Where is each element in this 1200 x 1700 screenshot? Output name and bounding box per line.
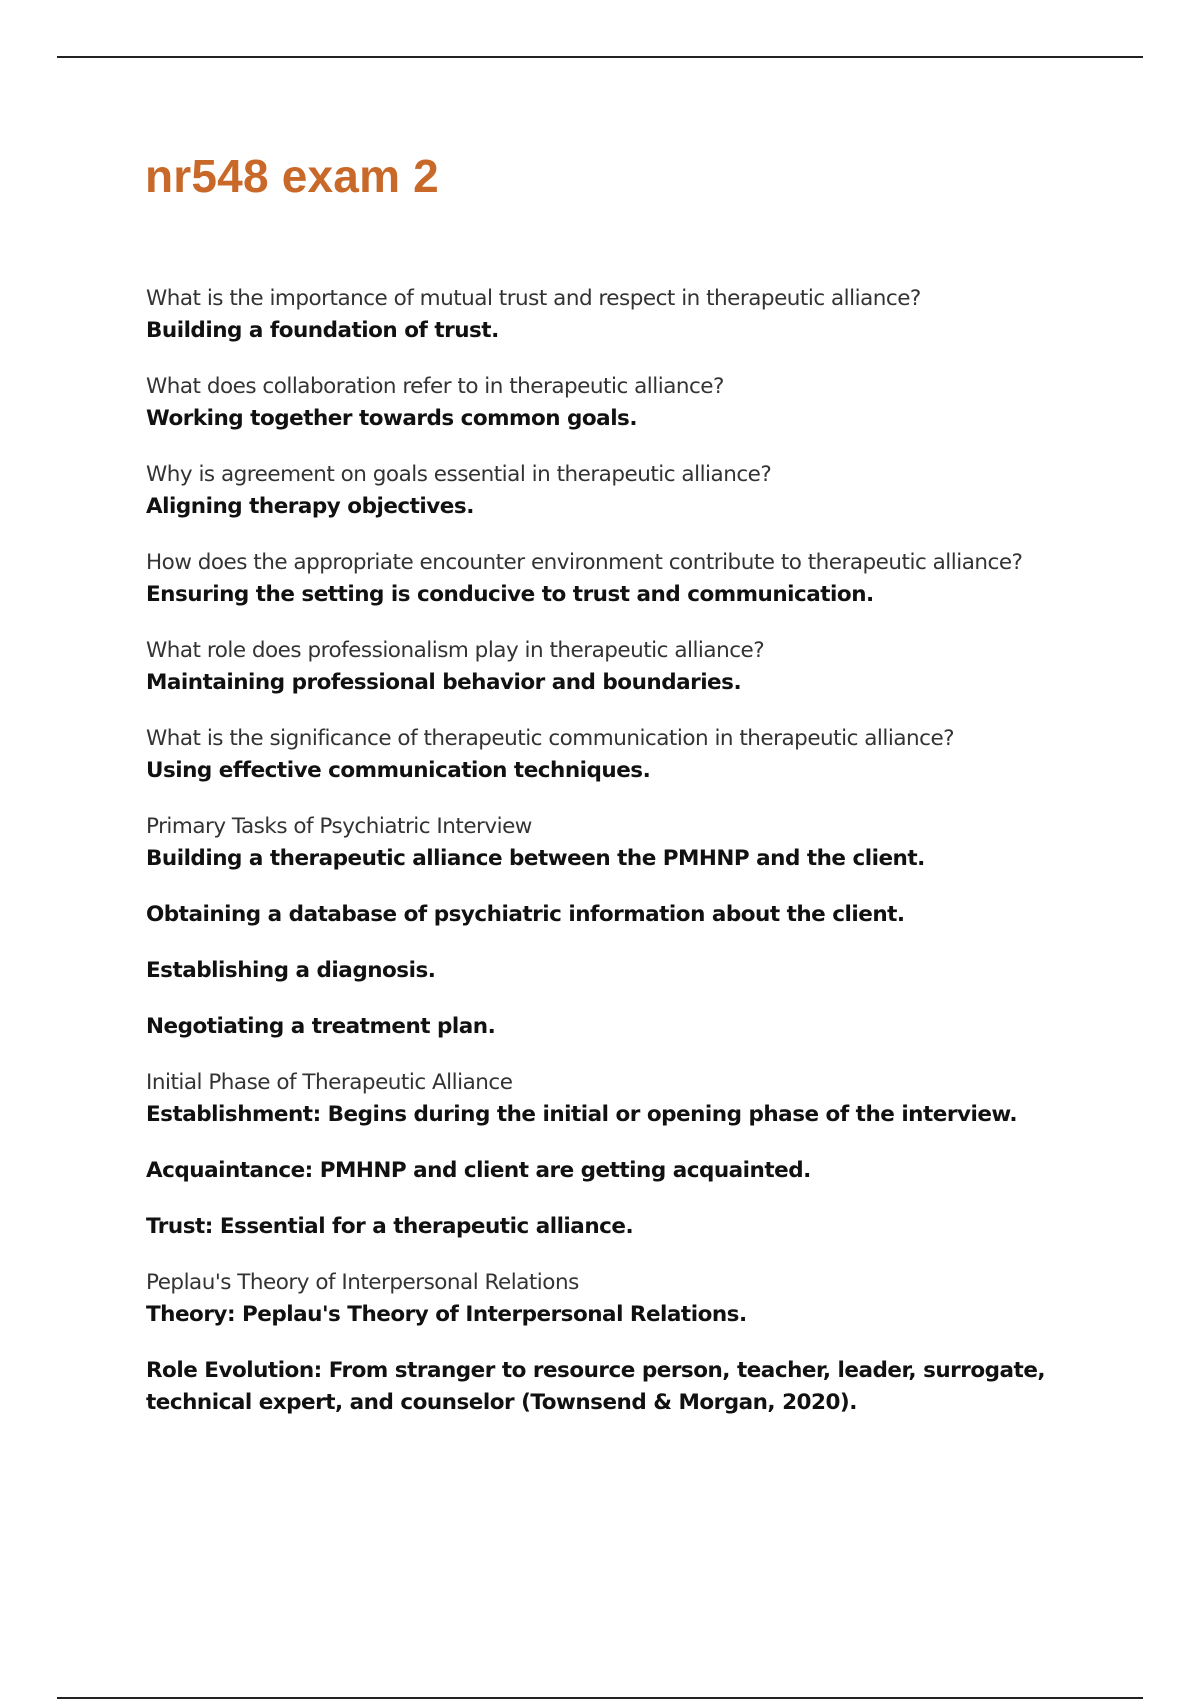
- flashcard-answer: Establishing a diagnosis.: [146, 958, 436, 983]
- flashcard: [146, 635, 1096, 699]
- flashcard: [146, 459, 1096, 523]
- flashcard-question: What is the importance of mutual trust and respect in therapeutic alliance?: [146, 286, 921, 311]
- flashcard: [146, 547, 1096, 611]
- top-divider: [57, 56, 1143, 58]
- flashcard: [146, 723, 1096, 787]
- flashcard-answer: Aligning therapy objectives.: [146, 494, 474, 519]
- flashcard-answer: Establishment: Begins during the initial or opening phase of the interview.: [146, 1102, 1018, 1127]
- flashcard-question: Initial Phase of Therapeutic Alliance: [146, 1070, 513, 1095]
- flashcard-question: Primary Tasks of Psychiatric Interview: [146, 814, 532, 839]
- bottom-divider: [57, 1697, 1143, 1699]
- document-title: nr548 exam 2: [145, 150, 439, 202]
- flashcard-answer: Working together towards common goals.: [146, 406, 638, 431]
- flashcard: [146, 1267, 1096, 1419]
- flashcard-answer: Using effective communication techniques.: [146, 758, 651, 783]
- flashcard: [146, 371, 1096, 435]
- flashcard-answer: Building a therapeutic alliance between the PMHNP and the client.: [146, 846, 925, 871]
- flashcard-list: [146, 283, 1096, 1443]
- flashcard-answer: Maintaining professional behavior and boundaries.: [146, 670, 742, 695]
- flashcard-question: Why is agreement on goals essential in therapeutic alliance?: [146, 462, 772, 487]
- flashcard: [146, 811, 1096, 1043]
- flashcard-question: How does the appropriate encounter environment contribute to therapeutic alliance?: [146, 550, 1023, 575]
- flashcard: [146, 283, 1096, 347]
- flashcard-answer: Negotiating a treatment plan.: [146, 1014, 496, 1039]
- flashcard-answer: Obtaining a database of psychiatric information about the client.: [146, 902, 905, 927]
- flashcard-answer: Theory: Peplau's Theory of Interpersonal Relations.: [146, 1302, 747, 1327]
- flashcard-answer: Ensuring the setting is conducive to trust and communication.: [146, 582, 874, 607]
- flashcard: [146, 1067, 1096, 1243]
- flashcard-question: What role does professionalism play in therapeutic alliance?: [146, 638, 765, 663]
- flashcard-answer: Building a foundation of trust.: [146, 318, 499, 343]
- flashcard-answer: Trust: Essential for a therapeutic alliance.: [146, 1214, 634, 1239]
- flashcard-question: Peplau's Theory of Interpersonal Relations: [146, 1270, 579, 1295]
- flashcard-question: What does collaboration refer to in therapeutic alliance?: [146, 374, 724, 399]
- flashcard-question: What is the significance of therapeutic communication in therapeutic alliance?: [146, 726, 955, 751]
- flashcard-answer: Acquaintance: PMHNP and client are getting acquainted.: [146, 1158, 811, 1183]
- flashcard-answer: Role Evolution: From stranger to resource person, teacher, leader, surrogate, technical expert, and counselor (Townsend & Morgan, 2020).: [146, 1358, 1046, 1415]
